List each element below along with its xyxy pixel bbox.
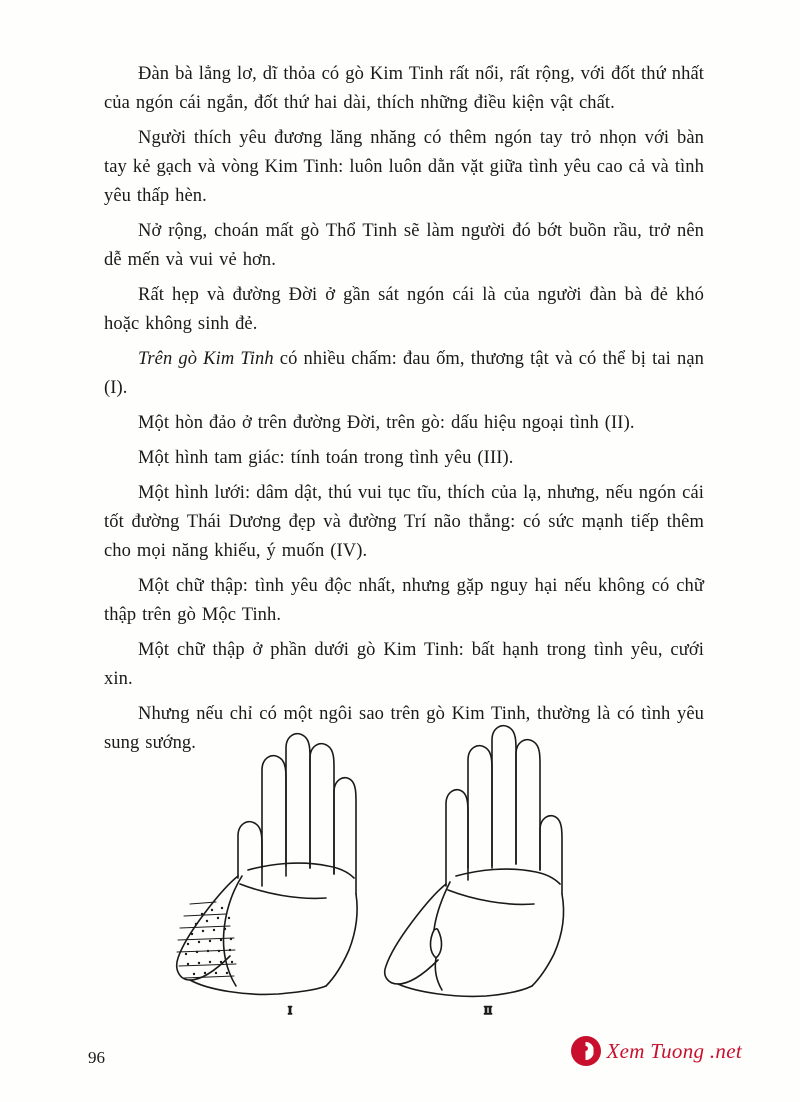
- paragraph: Rất hẹp và đường Đời ở gần sát ngón cái là của người đàn bà đẻ khó hoặc không sinh đẻ.: [104, 285, 704, 334]
- paragraph: Một chữ thập: tình yêu độc nhất, nhưng gặp nguy hại nếu không có chữ thập trên gò Mộc Tinh.: [104, 576, 704, 625]
- paragraph: Đàn bà lẳng lơ, dĩ thỏa có gò Kim Tinh rất nổi, rất rộng, với đốt thứ nhất của ngón cái ngắn, đốt thứ hai dài, thích những điều kiện vật chất.: [104, 64, 704, 113]
- figure-caption-right: II: [484, 1003, 492, 1017]
- watermark-text: Xem Tuong .net: [606, 1038, 742, 1063]
- yin-yang-icon: [571, 1036, 601, 1066]
- page-number: 96: [88, 1048, 105, 1067]
- watermark-logo: [571, 1036, 742, 1066]
- paragraph: Một hình lưới: dâm dật, thú vui tục tĩu, thích của lạ, nhưng, nếu ngón cái tốt đường Thái Dương đẹp và đường Trí não thẳng: có sức mạnh tiếp thêm cho mọi năng khiếu, ý muốn (IV).: [104, 483, 704, 561]
- body-text: [104, 60, 704, 764]
- paragraph: Một hình tam giác: tính toán trong tình yêu (III).: [138, 448, 514, 468]
- paragraph: Người thích yêu đương lăng nhăng có thêm ngón tay trỏ nhọn với bàn tay kẻ gạch và vòng Kim Tinh: luôn luôn dằn vặt giữa tình yêu cao cả và tình yêu thấp hèn.: [104, 128, 704, 206]
- palm-diagram-figure: [150, 718, 650, 1028]
- paragraph: Một chữ thập ở phần dưới gò Kim Tinh: bất hạnh trong tình yêu, cưới xin.: [104, 640, 704, 689]
- paragraph-rest: có nhiều chấm: đau ốm, thương tật và có thể bị tai nạn (I).: [104, 349, 704, 398]
- paragraph: Một hòn đảo ở trên đường Đời, trên gò: dấu hiệu ngoại tình (II).: [138, 413, 635, 433]
- italic-lead-in: Trên gò Kim Tinh: [138, 349, 274, 369]
- paragraph-italic-lead: [104, 345, 704, 403]
- figure-caption-left: I: [288, 1003, 292, 1017]
- paragraph: Nở rộng, choán mất gò Thổ Tinh sẽ làm người đó bớt buồn rầu, trở nên dễ mến và vui vẻ hơn.: [104, 221, 704, 270]
- paragraph: Nhưng nếu chỉ có một ngôi sao trên gò Kim Tinh, thường là có tình yêu sung sướng.: [104, 704, 704, 753]
